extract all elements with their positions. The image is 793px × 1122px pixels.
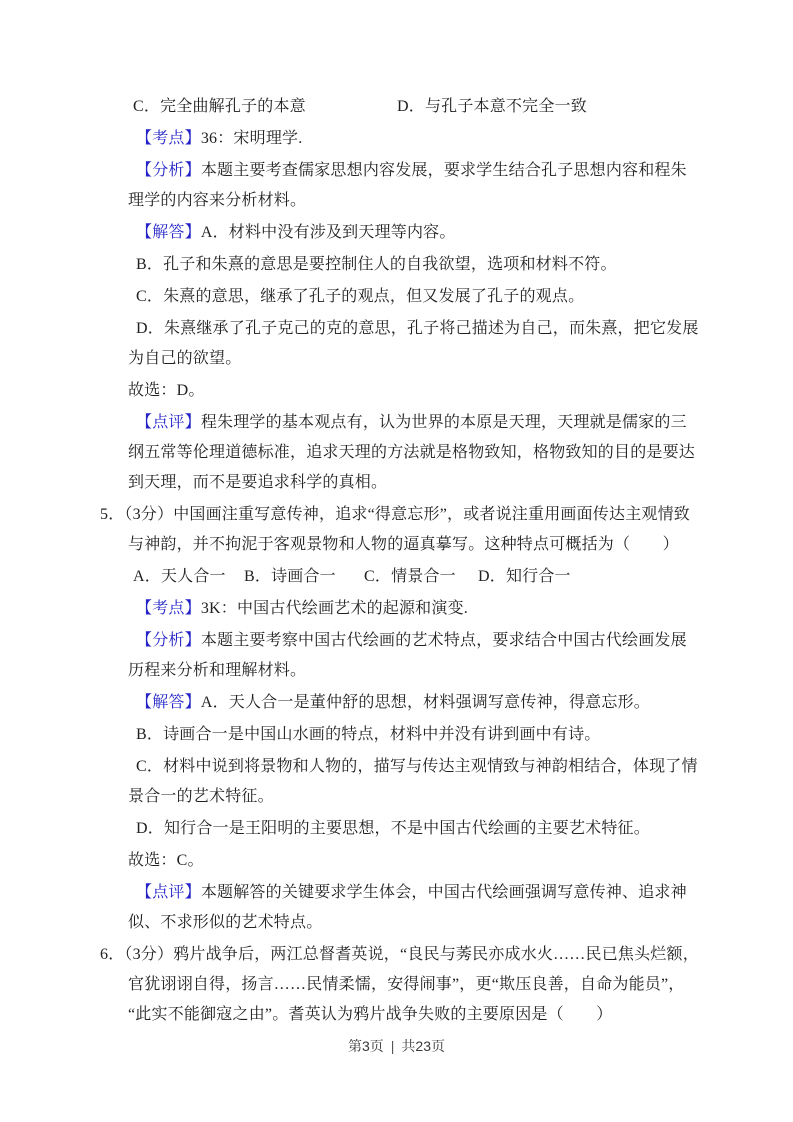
question6-text: （3分）鸦片战争后，两江总督耆英说，“良民与莠民亦成水火……民已焦头烂额，官犹诩诩自得，扬言……民情柔懦，安得闹事”，更“欺压良善，自命为能员”，“此实不能御寇之由”。耆英认为鸦片战争失败的主要原因是（ ） — [124, 946, 699, 1023]
footer-page-number: 第3页 — [347, 1038, 384, 1054]
question5-options-row — [100, 562, 701, 592]
fenxi-text: 本题主要考查儒家思想内容发展，要求学生结合孔子思想内容和程朱理学的内容来分析材料。 — [128, 162, 687, 209]
question5-stem — [100, 500, 701, 560]
question6-stem — [100, 940, 701, 1030]
dianping-text: 本题解答的关键要求学生体会，中国古代绘画强调写意传神、追求神似、不求形似的艺术特点。 — [128, 884, 687, 931]
footer-separator: | — [390, 1038, 395, 1054]
jieda-line — [100, 218, 701, 248]
jieda-label: 【解答】 — [136, 694, 201, 711]
document-body — [100, 92, 701, 1032]
jieda-line — [100, 688, 701, 718]
fenxi-line — [100, 156, 701, 216]
jieda-option-a: A．材料中没有涉及到天理等内容。 — [200, 224, 456, 241]
question5-text: （3分）中国画注重写意传神，追求“得意忘形”，或者说注重用画面传达主观情致与神韵，并不拘泥于客观景物和人物的逼真摹写。这种特点可概括为（ ） — [124, 506, 691, 553]
answer-choice-line: 故选：C。 — [128, 852, 204, 869]
option-d: D．知行合一 — [478, 568, 571, 585]
jieda-option-b: B．诗画合一是中国山水画的特点，材料中并没有讲到画中有诗。 — [136, 726, 601, 743]
jieda-option-c: C．材料中说到将景物和人物的，描写与传达主观情致与神韵相结合，体现了情景合一的艺术特征。 — [128, 758, 698, 805]
answer-choice-line: 故选：D。 — [128, 382, 205, 399]
kaodian-line — [100, 594, 701, 624]
option-b: B．诗画合一 — [244, 568, 336, 585]
jieda-option-d: D．知行合一是王阳明的主要思想，不是中国古代绘画的主要艺术特征。 — [136, 820, 650, 837]
footer-total-pages: 共23页 — [401, 1038, 445, 1054]
page-footer — [0, 1036, 793, 1056]
question6-number: 6． — [100, 946, 125, 963]
option-c: C．情景合一 — [364, 568, 456, 585]
dianping-label: 【点评】 — [136, 884, 201, 901]
kaodian-label: 【考点】 — [136, 130, 201, 147]
fenxi-label: 【分析】 — [136, 632, 201, 649]
jieda-option-d: D．朱熹继承了孔子克己的克的意思，孔子将己描述为自己，而朱熹，把它发展为自己的欲望。 — [128, 320, 699, 367]
fenxi-text: 本题主要考察中国古代绘画的艺术特点，要求结合中国古代绘画发展历程来分析和理解材料。 — [128, 632, 687, 679]
dianping-line — [100, 878, 701, 938]
question5-number: 5． — [100, 506, 125, 523]
kaodian-line — [100, 124, 701, 154]
dianping-label: 【点评】 — [136, 414, 201, 431]
option-d: D．与孔子本意不完全一致 — [397, 98, 587, 115]
dianping-line — [100, 408, 701, 498]
question4-options-row — [100, 92, 701, 122]
jieda-option-a: A．天人合一是董仲舒的思想，材料强调写意传神，得意忘形。 — [200, 694, 650, 711]
kaodian-text: 3K：中国古代绘画艺术的起源和演变. — [200, 600, 468, 617]
kaodian-text: 36：宋明理学. — [200, 130, 303, 147]
jieda-label: 【解答】 — [136, 224, 201, 241]
option-c: C．完全曲解孔子的本意 — [133, 98, 306, 115]
kaodian-label: 【考点】 — [136, 600, 201, 617]
dianping-text: 程朱理学的基本观点有，认为世界的本原是天理，天理就是儒家的三纲五常等伦理道德标准，追求天理的方法就是格物致知，格物致知的目的是要达到天理，而不是要追求科学的真相。 — [128, 414, 696, 491]
fenxi-line — [100, 626, 701, 686]
fenxi-label: 【分析】 — [136, 162, 201, 179]
option-a: A．天人合一 — [133, 568, 226, 585]
jieda-option-b: B．孔子和朱熹的意思是要控制住人的自我欲望，选项和材料不符。 — [136, 256, 617, 273]
jieda-option-c: C．朱熹的意思，继承了孔子的观点，但又发展了孔子的观点。 — [136, 288, 585, 305]
